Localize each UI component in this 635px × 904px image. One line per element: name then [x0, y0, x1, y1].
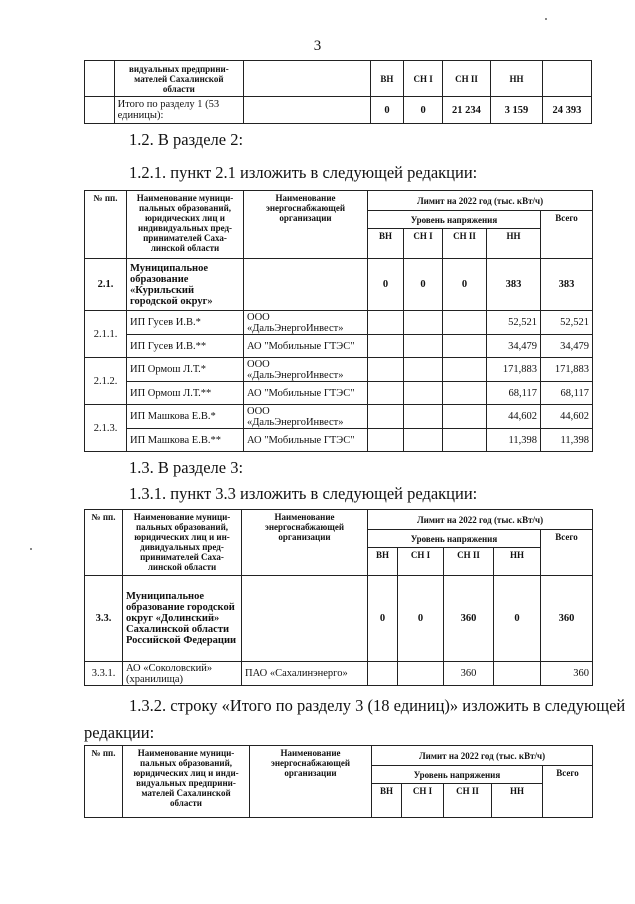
header-entity-name: Наименование муници-пальных образований, юридических лиц и ин-дивидуальных пред-принимателей Саха-линской области: [123, 510, 242, 576]
header-sn1: СН I: [398, 548, 444, 576]
entity-name-cell: видуальных предприни-мателей Сахалинской области: [114, 61, 244, 97]
entity-name: ИП Гусев И.В.**: [127, 335, 244, 358]
table-row: [85, 311, 593, 335]
table-row: [85, 405, 593, 429]
section3-table: [84, 509, 593, 686]
municipality-name: Муниципальное образование городской округ «Долинский» Сахалинской области Российской Федерации: [123, 576, 242, 662]
header-sn1: СН I: [404, 229, 443, 259]
row-number: 2.1.3.: [85, 405, 127, 452]
value-cell: 52,521: [487, 311, 541, 335]
value-cell: [368, 662, 398, 686]
value-cell: 24 393: [542, 97, 591, 124]
value-cell: 360: [444, 576, 494, 662]
org-name: АО "Мобильные ГТЭС": [244, 382, 368, 405]
org-name: ПАО «Сахалинэнерго»: [242, 662, 368, 686]
org-name: АО "Мобильные ГТЭС": [244, 429, 368, 452]
value-cell: 171,883: [541, 358, 593, 382]
value-cell: 34,479: [487, 335, 541, 358]
header-total: Всего: [541, 530, 593, 576]
table-row: [85, 382, 593, 405]
entity-name: ИП Гусев И.В.*: [127, 311, 244, 335]
section2-table: [84, 190, 593, 452]
section1-continuation-table: [84, 60, 592, 124]
entity-name: ИП Ормош Л.Т.**: [127, 382, 244, 405]
value-cell: 11,398: [541, 429, 593, 452]
heading-1-2-1: 1.2.1. пункт 2.1 изложить в следующей редакции:: [129, 163, 478, 182]
org-name: АО "Мобильные ГТЭС": [244, 335, 368, 358]
header-vn: ВН: [368, 229, 404, 259]
header-entity-name: Наименование муници-пальных образований, юридических лиц и индивидуальных пред-принимателей Саха-линской области: [127, 191, 244, 259]
scan-speck: [545, 18, 547, 20]
value-cell: 0: [404, 97, 443, 124]
column-header-vn: ВН: [370, 61, 404, 97]
value-cell: 44,602: [487, 405, 541, 429]
org-name: ООО «ДальЭнергоИнвест»: [244, 311, 368, 335]
value-cell: 360: [541, 576, 593, 662]
header-org-name: Наименование энергоснабжающей организации: [242, 510, 368, 576]
header-limit: Лимит на 2022 год (тыс. кВт/ч): [372, 746, 593, 766]
header-limit: Лимит на 2022 год (тыс. кВт/ч): [368, 510, 593, 530]
value-cell: 21 234: [443, 97, 491, 124]
header-voltage-level: Уровень напряжения: [368, 530, 541, 548]
heading-1-3: 1.3. В разделе 3:: [129, 458, 244, 477]
header-sn2: СН II: [444, 784, 492, 818]
heading-1-3-2: 1.3.2. строку «Итого по разделу 3 (18 единиц)» изложить в следующей: [129, 696, 626, 715]
row-number: 3.3.1.: [85, 662, 123, 686]
table-row: [85, 576, 593, 662]
header-nn: НН: [492, 784, 543, 818]
header-voltage-level: Уровень напряжения: [368, 211, 541, 229]
table-row: [85, 662, 593, 686]
table-row: [85, 259, 593, 311]
row-number: 2.1.1.: [85, 311, 127, 358]
value-cell: 34,479: [541, 335, 593, 358]
column-header-total: [542, 61, 591, 97]
column-header-nn: НН: [490, 61, 542, 97]
value-cell: 52,521: [541, 311, 593, 335]
header-sn1: СН I: [402, 784, 444, 818]
header-num: № пп.: [85, 191, 127, 259]
value-cell: 0: [443, 259, 487, 311]
entity-name: ИП Машкова Е.В.*: [127, 405, 244, 429]
table-row: [85, 358, 593, 382]
org-cell: [242, 576, 368, 662]
section3-total-table: [84, 745, 593, 818]
header-nn: НН: [494, 548, 541, 576]
value-cell: 0: [494, 576, 541, 662]
header-sn2: СН II: [443, 229, 487, 259]
value-cell: [398, 662, 444, 686]
header-limit: Лимит на 2022 год (тыс. кВт/ч): [368, 191, 593, 211]
header-nn: НН: [487, 229, 541, 259]
row-number: 2.1.: [85, 259, 127, 311]
header-num: № пп.: [85, 746, 123, 818]
column-header-sn1: СН I: [404, 61, 443, 97]
org-name: ООО «ДальЭнергоИнвест»: [244, 405, 368, 429]
value-cell: [494, 662, 541, 686]
header-vn: ВН: [368, 548, 398, 576]
column-header-sn2: СН II: [443, 61, 491, 97]
value-cell: 68,117: [541, 382, 593, 405]
value-cell: 44,602: [541, 405, 593, 429]
heading-1-3-1: 1.3.1. пункт 3.3 изложить в следующей редакции:: [129, 484, 478, 503]
table-row: [85, 97, 592, 124]
row-number: 2.1.2.: [85, 358, 127, 405]
value-cell: 11,398: [487, 429, 541, 452]
table-row: [85, 61, 592, 97]
heading-1-3-2-continued: редакции:: [84, 723, 155, 742]
value-cell: 0: [398, 576, 444, 662]
table-row: [85, 429, 593, 452]
entity-name: ИП Машкова Е.В.**: [127, 429, 244, 452]
value-cell: 360: [444, 662, 494, 686]
header-org-name: Наименование энергоснабжающей организации: [244, 191, 368, 259]
value-cell: 383: [487, 259, 541, 311]
header-total: Всего: [541, 211, 593, 259]
org-name: ООО «ДальЭнергоИнвест»: [244, 358, 368, 382]
value-cell: 383: [541, 259, 593, 311]
scan-speck: [30, 548, 32, 550]
value-cell: 171,883: [487, 358, 541, 382]
header-sn2: СН II: [444, 548, 494, 576]
value-cell: 0: [368, 576, 398, 662]
value-cell: 360: [541, 662, 593, 686]
header-vn: ВН: [372, 784, 402, 818]
header-total: Всего: [543, 766, 593, 818]
entity-name: АО «Соколовский» (хранилища): [123, 662, 242, 686]
table-row: [85, 335, 593, 358]
page-number: 3: [313, 38, 322, 54]
header-voltage-level: Уровень напряжения: [372, 766, 543, 784]
header-entity-name: Наименование муници-пальных образований, юридических лиц и инди-видуальных предприни-мателей Сахалинской области: [123, 746, 250, 818]
org-cell: [244, 259, 368, 311]
value-cell: 68,117: [487, 382, 541, 405]
heading-1-2: 1.2. В разделе 2:: [129, 130, 244, 149]
municipality-name: Муниципальное образование «Курильский городской округ»: [127, 259, 244, 311]
entity-name: ИП Ормош Л.Т.*: [127, 358, 244, 382]
value-cell: 0: [404, 259, 443, 311]
value-cell: 3 159: [490, 97, 542, 124]
value-cell: 0: [370, 97, 404, 124]
section-total-label: Итого по разделу 1 (53 единицы):: [114, 97, 244, 124]
row-number: 3.3.: [85, 576, 123, 662]
value-cell: 0: [368, 259, 404, 311]
header-org-name: Наименование энергоснабжающей организации: [250, 746, 372, 818]
header-num: № пп.: [85, 510, 123, 576]
